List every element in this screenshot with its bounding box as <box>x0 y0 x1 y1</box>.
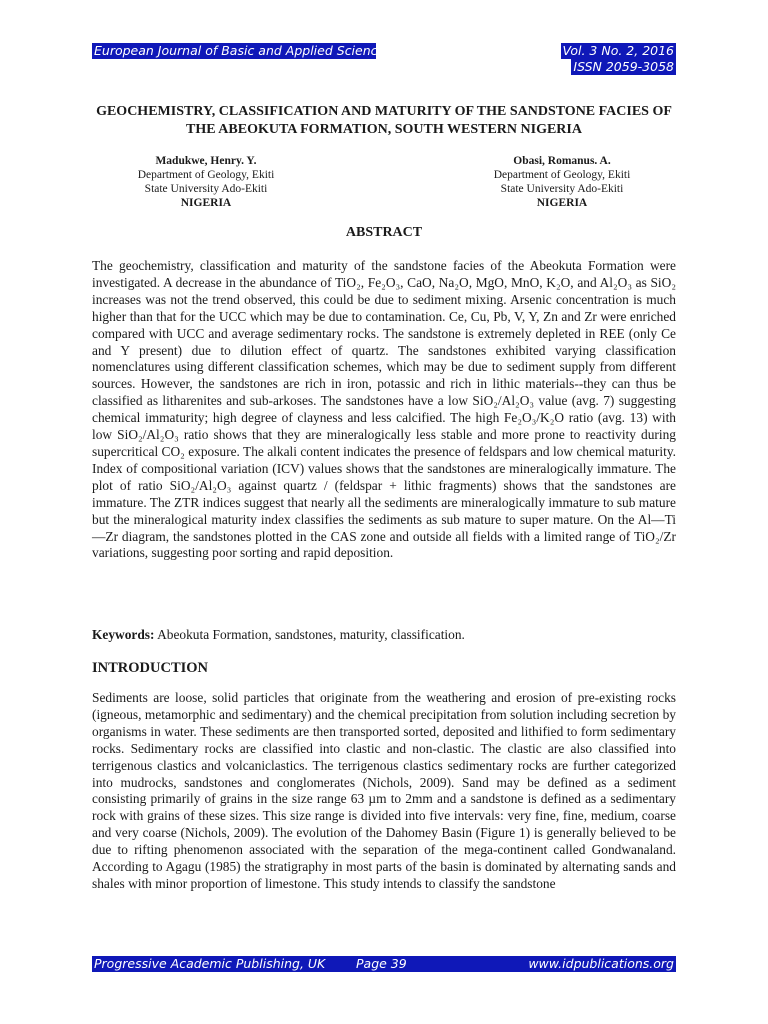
author-university: State University Ado-Ekiti <box>500 183 624 195</box>
author-name: Obasi, Romanus. A. <box>513 155 611 167</box>
keywords-text: Abeokuta Formation, sandstones, maturity, classification. <box>157 627 465 642</box>
author-block-2 <box>432 154 692 210</box>
abstract-heading: ABSTRACT <box>345 225 423 240</box>
running-header <box>92 43 676 77</box>
journal-name: European Journal of Basic and Applied Sciences <box>94 43 392 58</box>
volume-info: Vol. 3 No. 2, 2016 <box>562 43 674 58</box>
introduction-body: Sediments are loose, solid particles that originate from the weathering and erosion of pre-existing rocks (igneous, metamorphic and sedimentary) and the chemical precipitation from solution including secretion by organisms in water. These sediments are then transported sorted, deposited and lithified to form sedimentary rocks. Sedimentary rocks are classified into clastic and non-clastic. The clastic are also classified into terrigenous clastics and volcaniclastics. The terrigenous clastics sedimentary rocks are further categorized into mudrocks, sandstones and conglomerates (Nichols, 2009). Sand may be defined as a sediment consisting primarily of grains in the size range 63 µm to 2mm and a sandstone is defined as a sedimentary rock with grains of these sizes. This size range is divided into five intervals: very fine, fine, medium, coarse and very coarse (Nichols, 2009). The evolution of the Dahomey Basin (Figure 1) is generally believed to be due to rifting phenomenon associated with the separation of the mega-continent called Gondwanaland. According to Agagu (1985) the stratigraphy in most parts of the basin is dominated by alternating sands and shales with minor proportion of limestone. This study intends to classify the sandstone <box>92 690 676 891</box>
author-department: Department of Geology, Ekiti <box>137 169 275 181</box>
running-footer <box>92 956 676 972</box>
paper-title: GEOCHEMISTRY, CLASSIFICATION AND MATURITY OF THE SANDSTONE FACIES OF THE ABEOKUTA FORMATION, SOUTH WESTERN NIGERIA <box>96 104 672 137</box>
author-name: Madukwe, Henry. Y. <box>155 155 257 167</box>
author-department: Department of Geology, Ekiti <box>493 169 631 181</box>
keywords-line <box>92 627 676 644</box>
issn: ISSN 2059-3058 <box>573 59 674 74</box>
abstract-body: The geochemistry, classification and maturity of the sandstone facies of the Abeokuta Formation were investigated. A decrease in the abundance of TiO₂, Fe₂O₃, CaO, Na₂O, MgO, MnO, K₂O, and Al₂O₃ as SiO₂ increases was not the trend observed, this could be due to sediment mixing. Arsenic concentration is much higher than that for the UCC which may be due to contamination. Ce, Cu, Pb, V, Y, Zn and Zr were enriched compared with UCC and average sedimentary rocks. The sandstone is extremely depleted in REE (only Ce and Y present) due to dilution effect of quartz. The sandstones exhibited varying classification nomenclatures using different classification schemes, which may be due to sediment supply from different sources. However, the sandstones are rich in iron, potassic and rich in lithic materials--they can thus be classified as litharenites and sub-arkoses. The sandstones have a low SiO₂/Al₂O₃ value (avg. 7) suggesting chemical immaturity; high degree of clayness and less calcified. The high Fe₂O₃/K₂O ratio (avg. 13) with low SiO₂/Al₂O₃ ratio shows that they are mineralogically less stable and more prone to reactivity during supercritical CO₂ exposure. The alkali content indicates the presence of feldspars and low chemical maturity. Index of compositional variation (ICV) values shows that the sandstones are mineralogically immature. The plot of ratio SiO₂/Al₂O₃ against quartz / (feldspar + lithic fragments) shows that the sandstones are immature. The ZTR indices suggest that nearly all the sediments are mineralogically immature to sub mature but the mineralogical maturity index classifies the sediments as sub mature to super mature. On the Al—Ti—Zr diagram, the sandstones plotted in the CAS zone and outside all fields with a limited range of TiO₂/Zr variations, suggesting poor sorting and rapid deposition. <box>92 258 676 561</box>
page-number: Page 39 <box>342 956 478 972</box>
keywords-label: Keywords: <box>92 627 155 642</box>
author-country: NIGERIA <box>180 197 232 209</box>
publisher-name: Progressive Academic Publishing, UK <box>92 956 346 972</box>
author-block-1 <box>76 154 336 210</box>
author-university: State University Ado-Ekiti <box>144 183 268 195</box>
author-country: NIGERIA <box>536 197 588 209</box>
publisher-website[interactable]: www.idpublications.org <box>462 956 676 972</box>
introduction-heading: INTRODUCTION <box>92 660 209 676</box>
